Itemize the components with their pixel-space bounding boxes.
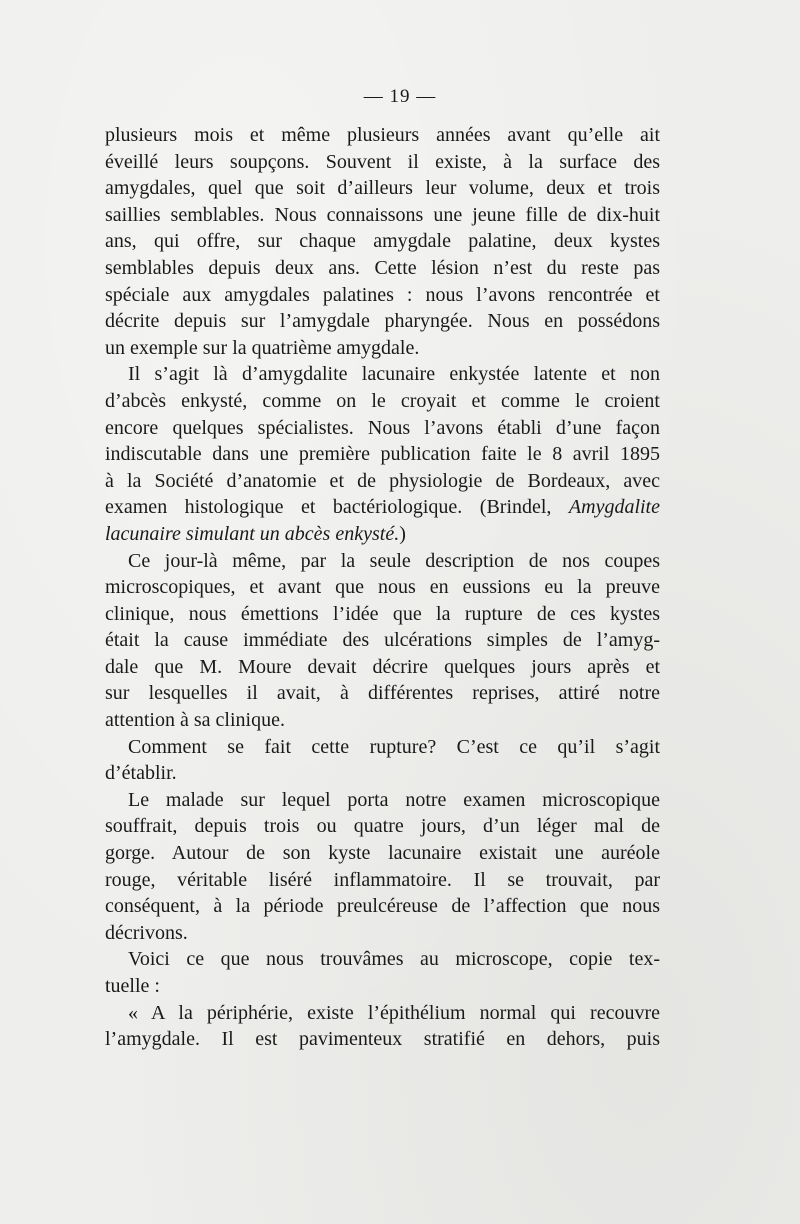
text-line: amygdales, quel que soit d’ailleurs leur volume, deux et trois bbox=[105, 177, 660, 200]
paragraph-6 bbox=[105, 946, 660, 999]
paragraph-2 bbox=[105, 361, 660, 547]
text-line: d’établir. bbox=[105, 762, 177, 785]
text-line-with-italic bbox=[105, 494, 660, 521]
text-line: spéciale aux amygdales palatines : nous l’avons rencontrée et bbox=[105, 283, 660, 306]
text-line: ans, qui offre, sur chaque amygdale palatine, deux kystes bbox=[105, 230, 660, 253]
text-line: un exemple sur la quatrième amygdale. bbox=[105, 336, 420, 359]
text-segment: examen histologique et bactériologique. (Brindel, bbox=[105, 496, 552, 519]
italic-title-part: lacunaire simulant un abcès enkysté. bbox=[105, 522, 400, 545]
text-line: d’abcès enkysté, comme on le croyait et comme le croient bbox=[105, 389, 660, 412]
text-line: rouge, véritable liséré inflammatoire. Il se trouvait, par bbox=[105, 868, 660, 891]
text-line: saillies semblables. Nous connaissons une jeune fille de dix-huit bbox=[105, 203, 660, 226]
paragraph-3 bbox=[105, 548, 660, 734]
text-line: à la Société d’anatomie et de physiologie de Bordeaux, avec bbox=[105, 469, 660, 492]
page-number: — 19 — bbox=[363, 86, 437, 107]
text-line: décrite depuis sur l’amygdale pharyngée. Nous en possédons bbox=[105, 310, 660, 333]
text-line: « A la périphérie, existe l’épithélium normal qui recouvre bbox=[128, 1001, 660, 1024]
text-line: encore quelques spécialistes. Nous l’avons établi d’une façon bbox=[105, 416, 660, 439]
body-text bbox=[105, 122, 660, 1053]
text-line: Il s’agit là d’amygdalite lacunaire enkystée latente et non bbox=[128, 363, 660, 386]
text-line: indiscutable dans une première publication faite le 8 avril 1895 bbox=[105, 443, 660, 466]
text-line: microscopiques, et avant que nous en eussions eu la preuve bbox=[105, 576, 660, 599]
paragraph-1 bbox=[105, 122, 660, 361]
text-line: souffrait, depuis trois ou quatre jours, d’un léger mal de bbox=[105, 815, 660, 838]
text-line: décrivons. bbox=[105, 921, 188, 944]
paragraph-5 bbox=[105, 787, 660, 947]
text-line: clinique, nous émettions l’idée que la rupture de ces kystes bbox=[105, 602, 660, 625]
text-line: plusieurs mois et même plusieurs années avant qu’elle ait bbox=[105, 124, 660, 146]
text-line: conséquent, à la période preulcéreuse de l’affection que nous bbox=[105, 895, 660, 918]
text-line: Ce jour-là même, par la seule description de nos coupes bbox=[128, 549, 660, 572]
text-line: Voici ce que nous trouvâmes au microscope, copie tex- bbox=[128, 948, 660, 971]
paragraph-4 bbox=[105, 734, 660, 787]
text-line: gorge. Autour de son kyste lacunaire existait une auréole bbox=[105, 842, 660, 865]
closing-paren: ) bbox=[399, 522, 406, 545]
text-line-italic bbox=[105, 521, 660, 548]
text-line: l’amygdale. Il est pavimenteux stratifié en dehors, puis bbox=[105, 1028, 660, 1051]
text-line: tuelle : bbox=[105, 975, 160, 997]
text-line: dale que M. Moure devait décrire quelques jours après et bbox=[105, 655, 660, 678]
paragraph-7 bbox=[105, 1000, 660, 1053]
text-line: était la cause immédiate des ulcérations simples de l’amyg- bbox=[105, 629, 660, 652]
text-line: semblables depuis deux ans. Cette lésion n’est du reste pas bbox=[105, 256, 660, 279]
text-line: Le malade sur lequel porta notre examen microscopique bbox=[128, 788, 660, 811]
italic-title-part: Amygdalite bbox=[568, 496, 660, 519]
text-line: attention à sa clinique. bbox=[105, 709, 285, 732]
text-line: éveillé leurs soupçons. Souvent il existe, à la surface des bbox=[105, 150, 660, 173]
text-line: Comment se fait cette rupture? C’est ce qu’il s’agit bbox=[128, 735, 660, 758]
text-line: sur lesquelles il avait, à différentes reprises, attiré notre bbox=[105, 682, 660, 705]
